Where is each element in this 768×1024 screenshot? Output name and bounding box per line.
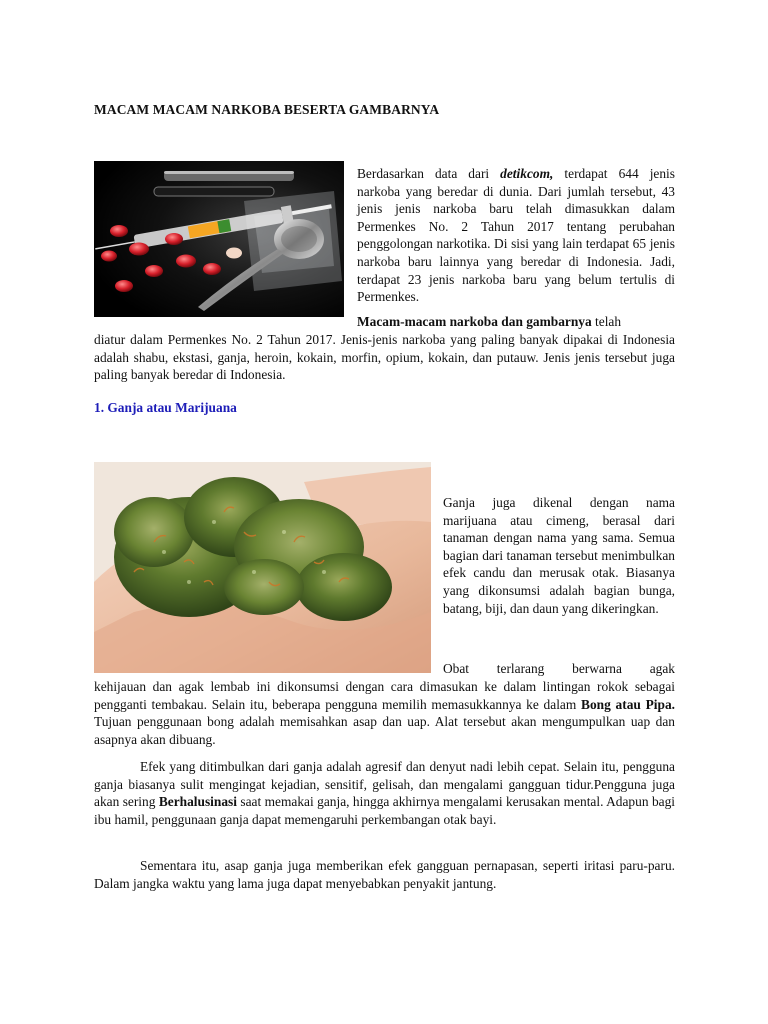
ganja-p3-before: Efek yang ditimbulkan dari ganja adalah agresif dan denyut nadi lebih cepat. Selain itu, pengguna ganja biasanya sulit mengingat kejadian, sensitif, gelisah, dan mengalami gangguan tidur.Pengguna juga akan sering [94,759,675,810]
ganja-paragraph-2-rest [94,678,675,748]
section-heading-ganja: 1. Ganja atau Marijuana [94,400,237,415]
intro-p2-rest: diatur dalam Permenkes No. 2 Tahun 2017. Jenis-jenis narkoba yang paling banyak dipakai di Indonesia adalah shabu, ekstasi, ganja, heroin, kokain, morfin, opium, kokain, dan putauw. Jenis jenis tersebut juga paling banyak beredar di Indonesia. [94,332,675,383]
intro-paragraph-2-rest [94,331,675,384]
intro-paragraph-1 [357,165,675,306]
source-link-text: detikcom, [500,166,554,181]
ganja-paragraph-1 [443,494,675,617]
intro-text-after: terdapat 644 jenis narkoba yang beredar di dunia. Dari jumlah tersebut, 43 jenis jenis narkoba baru telah dimasukkan dalam Permenkes No. 2 Tahun 2017 tentang perubahan penggolongan narkotika. Di sisi yang lain terdapat 65 jenis narkoba baru lainnya yang beredar di Indonesia. Jadi, terdapat 23 jenis narkoba baru yang belum tertulis di Permenkes. [357,166,675,305]
ganja-p2-bold: Bong atau Pipa. [581,696,675,712]
ganja-p4-text: Sementara itu, asap ganja juga memberikan efek gangguan pernapasan, seperti iritasi paru-paru. Dalam jangka waktu yang lama juga dapat menyebabkan penyakit jantung. [94,858,675,891]
ganja-image [94,462,431,673]
ganja-paragraph-4 [94,857,675,892]
ganja-p1-text: Ganja juga dikenal dengan nama marijuana atau cimeng, berasal dari tanaman dengan nama yang sama. Semua bagian dari tanaman tersebut menimbulkan efek candu dan merusak otak. Biasanya yang dikonsumsi adalah bagian bunga, batang, biji, dan daun yang dikeringkan. [443,495,675,616]
ganja-paragraph-2-start [443,660,675,678]
ganja-paragraph-3 [94,758,675,828]
ganja-p2-rest-2: Tujuan penggunaan bong adalah memisahkan asap dan uap. Alat tersebut akan mengumpulkan uap dan asapnya akan dibuang. [94,714,675,747]
intro-paragraph-2-start [357,313,675,331]
ganja-p3-bold: Berhalusinasi [158,794,237,810]
ganja-p3-after: saat memakai ganja, hingga akhirnya mengalami kerusakan mental. Adapun bagi ibu hamil, penggunaan ganja dapat memengaruhi perkembangan otak bayi. [94,794,675,827]
intro-text-before: Berdasarkan data dari [357,166,501,181]
page-title: MACAM MACAM NARKOBA BESERTA GAMBARNYA [94,102,440,117]
ganja-illustration [94,462,431,673]
intro-bold-phrase: Macam-macam narkoba dan gambarnya [357,314,592,329]
intro-p2-start: telah [591,314,622,329]
drugs-image [94,161,344,317]
drugs-illustration [94,161,344,317]
ganja-p2-start: Obat terlarang berwarna agak [443,661,675,676]
ganja-p2-rest-1: kehijauan dan agak lembab ini dikonsumsi dengan cara dimasukan ke dalam lintingan rokok sebagai pengganti tembakau. Selain itu, beberapa pengguna memilih memasukkannya ke dalam [94,679,675,712]
